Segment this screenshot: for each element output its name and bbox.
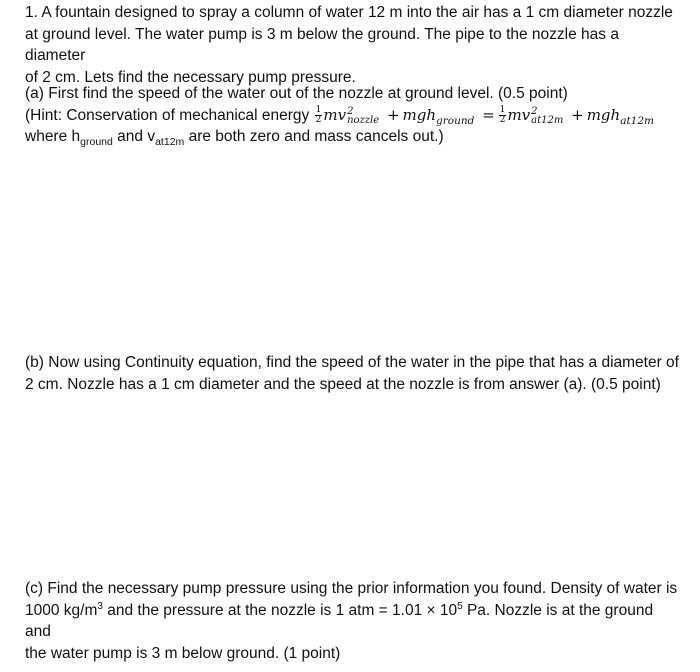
part-b [25,352,680,395]
energy-equation: $\frac{1}{2}$ mv 2 nozzle + mgh$_{ground}$ = $\frac{1}{2}$ mv 2 at12m + mgh$_{at12m}$ [315,105,654,127]
part-c-line-2: 1000 $kg/m^3$ and the pressure at the nozzle is 1 atm = $1.01 \times 10^5$ Pa. Nozzle is at the ground and [25,600,654,640]
part-c-line-3: the water pump is 3 m below ground. (1 point) [25,644,341,662]
problem-line-1: 1. A fountain designed to spray a column of water 12 m into the air has a 1 cm diameter nozzle [25,4,673,21]
part-a-line-1: (a) First find the speed of the water out of the nozzle at ground level. (0.5 point) [25,85,568,102]
hint-prefix: (Hint: Conservation of mechanical energy [25,106,310,124]
half-fraction-2: $\frac{1}{2}$ [499,105,506,125]
part-a-hint-line [25,105,680,127]
problem-statement [25,2,680,88]
half-fraction: $\frac{1}{2}$ [315,105,322,125]
problem-line-3: of 2 cm. Lets find the necessary pump pressure. [25,68,356,86]
part-a-line-3: where $h_{ground}$ and $v_{at12m}$ are both zero and mass cancels out.) [25,128,444,148]
part-c [25,578,680,664]
part-b-line-2: 2 cm. Nozzle has a 1 cm diameter and the speed at the nozzle is from answer (a). (0.5 point) [25,375,661,393]
problem-line-2: at ground level. The water pump is 3 m below the ground. The pipe to the nozzle has a diameter [25,25,619,64]
part-a [25,83,680,148]
part-c-line-1: (c) Find the necessary pump pressure using the prior information you found. Density of water is [25,580,678,597]
part-b-line-1: (b) Now using Continuity equation, find the speed of the water in the pipe that has a diameter of [25,354,679,371]
